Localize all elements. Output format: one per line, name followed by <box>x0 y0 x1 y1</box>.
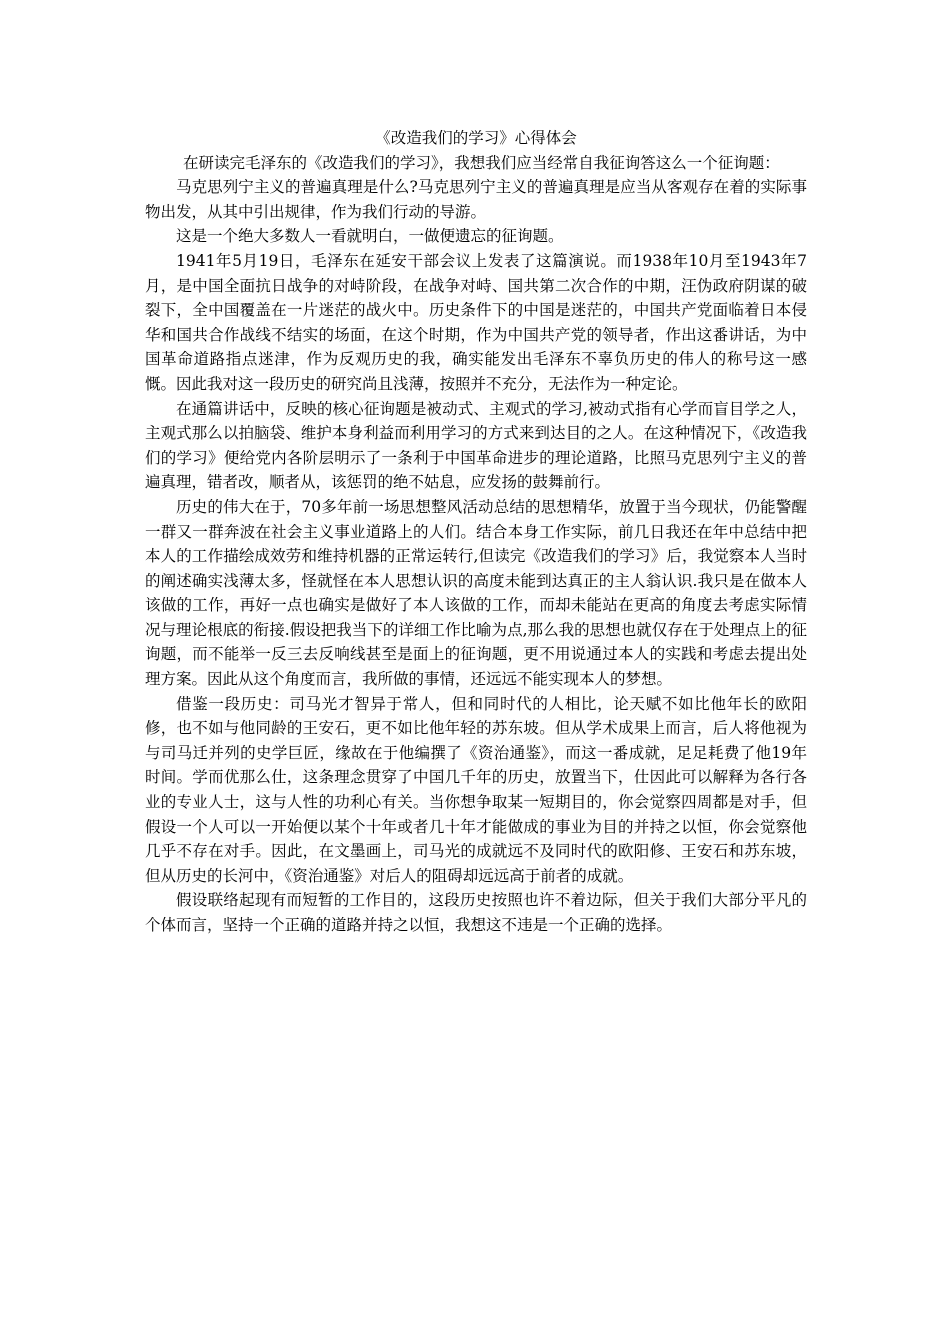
document-page <box>145 126 807 938</box>
paragraph-remark: 这是一个绝大多数人一看就明白，一做便遗忘的征询题。 <box>176 227 564 246</box>
paragraph-reflection: 历史的伟大在于，70多年前一场思想整风活动总结的思想精华，放置于当今现状，仍能警醒一群又一群奔波在社会主义事业道路上的人们。结合本身工作实际，前几日我还在年中总结中把本人的工作描绘成效劳和维持机器的正常运转行,但读完《改造我们的学习》后，我觉察本人当时的阐述确实浅薄太多，怪就怪在本人思想认识的高度未能到达真正的主人翁认识.我只是在做本人该做的工作，再好一点也确实是做好了本人该做的工作，而却未能站在更高的角度去考虑实际情况与理论根底的衔接.假设把我当下的详细工作比喻为点,那么我的思想也就仅存在于处理点上的征询题，而不能举一反三去反响线甚至是面上的征询题，更不用说通过本人的实践和考虑去提出处理方案。因此从这个角度而言，我所做的事情，还远远不能实现本人的梦想。 <box>145 497 807 689</box>
paragraph-conclusion: 假设联络起现有而短暂的工作目的，这段历史按照也许不着边际，但关于我们大部分平凡的个体而言，坚持一个正确的道路并持之以恒，我想这不违是一个正确的选择。 <box>145 891 807 934</box>
paragraph-intro: 在研读完毛泽东的《改造我们的学习》，我想我们应当经常自我征询答这么一个征询题： <box>183 153 780 172</box>
paragraph-core-issue: 在通篇讲话中，反映的核心征询题是被动式、主观式的学习,被动式指有心学而盲目学之人，主观式那么以拍脑袋、维护本身利益而利用学习的方式来到达目的之人。在这种情况下，《改造我们的学习》便给党内各阶层明示了一条利于中国革命进步的理论道路，比照马克思列宁主义的普遍真理，错者改，顺者从，该惩罚的绝不姑息，应发扬的鼓舞前行。 <box>145 399 807 492</box>
document-title: 《改造我们的学习》心得体会 <box>375 129 577 147</box>
paragraph-history-background: 1941年5月19日，毛泽东在延安干部会议上发表了这篇演说。而1938年10月至1943年7月，是中国全面抗日战争的对峙阶段，在战争对峙、国共第二次合作的中期，汪伪政府阴谋的破裂下，全中国覆盖在一片迷茫的战火中。历史条件下的中国是迷茫的，中国共产党面临着日本侵华和国共合作战线不结实的场面，在这个时期，作为中国共产党的领导者，作出这番讲话，为中国革命道路指点迷津，作为反观历史的我，确实能发出毛泽东不辜负历史的伟人的称号这一感慨。因此我对这一段历史的研究尚且浅薄，按照并不充分，无法作为一种定论。 <box>145 251 807 393</box>
paragraph-question: 马克思列宁主义的普遍真理是什么?马克思列宁主义的普遍真理是应当从客观存在着的实际事物出发，从其中引出规律，作为我们行动的导游。 <box>145 178 807 221</box>
paragraph-sima-guang: 借鉴一段历史：司马光才智异于常人，但和同时代的人相比，论天赋不如比他年长的欧阳修，也不如与他同龄的王安石，更不如比他年轻的苏东坡。但从学术成果上而言，后人将他视为与司马迁并列的史学巨匠，缘故在于他编撰了《资治通鉴》，而这一番成就，足足耗费了他19年时间。学而优那么仕，这条理念贯穿了中国几千年的历史，放置当下，仕因此可以解释为各行各业的专业人士，这与人性的功利心有关。当你想争取某一短期目的，你会觉察四周都是对手，但假设一个人可以一开始便以某个十年或者几十年才能做成的事业为目的并持之以恒，你会觉察他几乎不存在对手。因此，在文墨画上，司马光的成就远不及同时代的欧阳修、王安石和苏东坡，但从历史的长河中，《资治通鉴》对后人的阻碍却远远高于前者的成就。 <box>145 694 807 885</box>
